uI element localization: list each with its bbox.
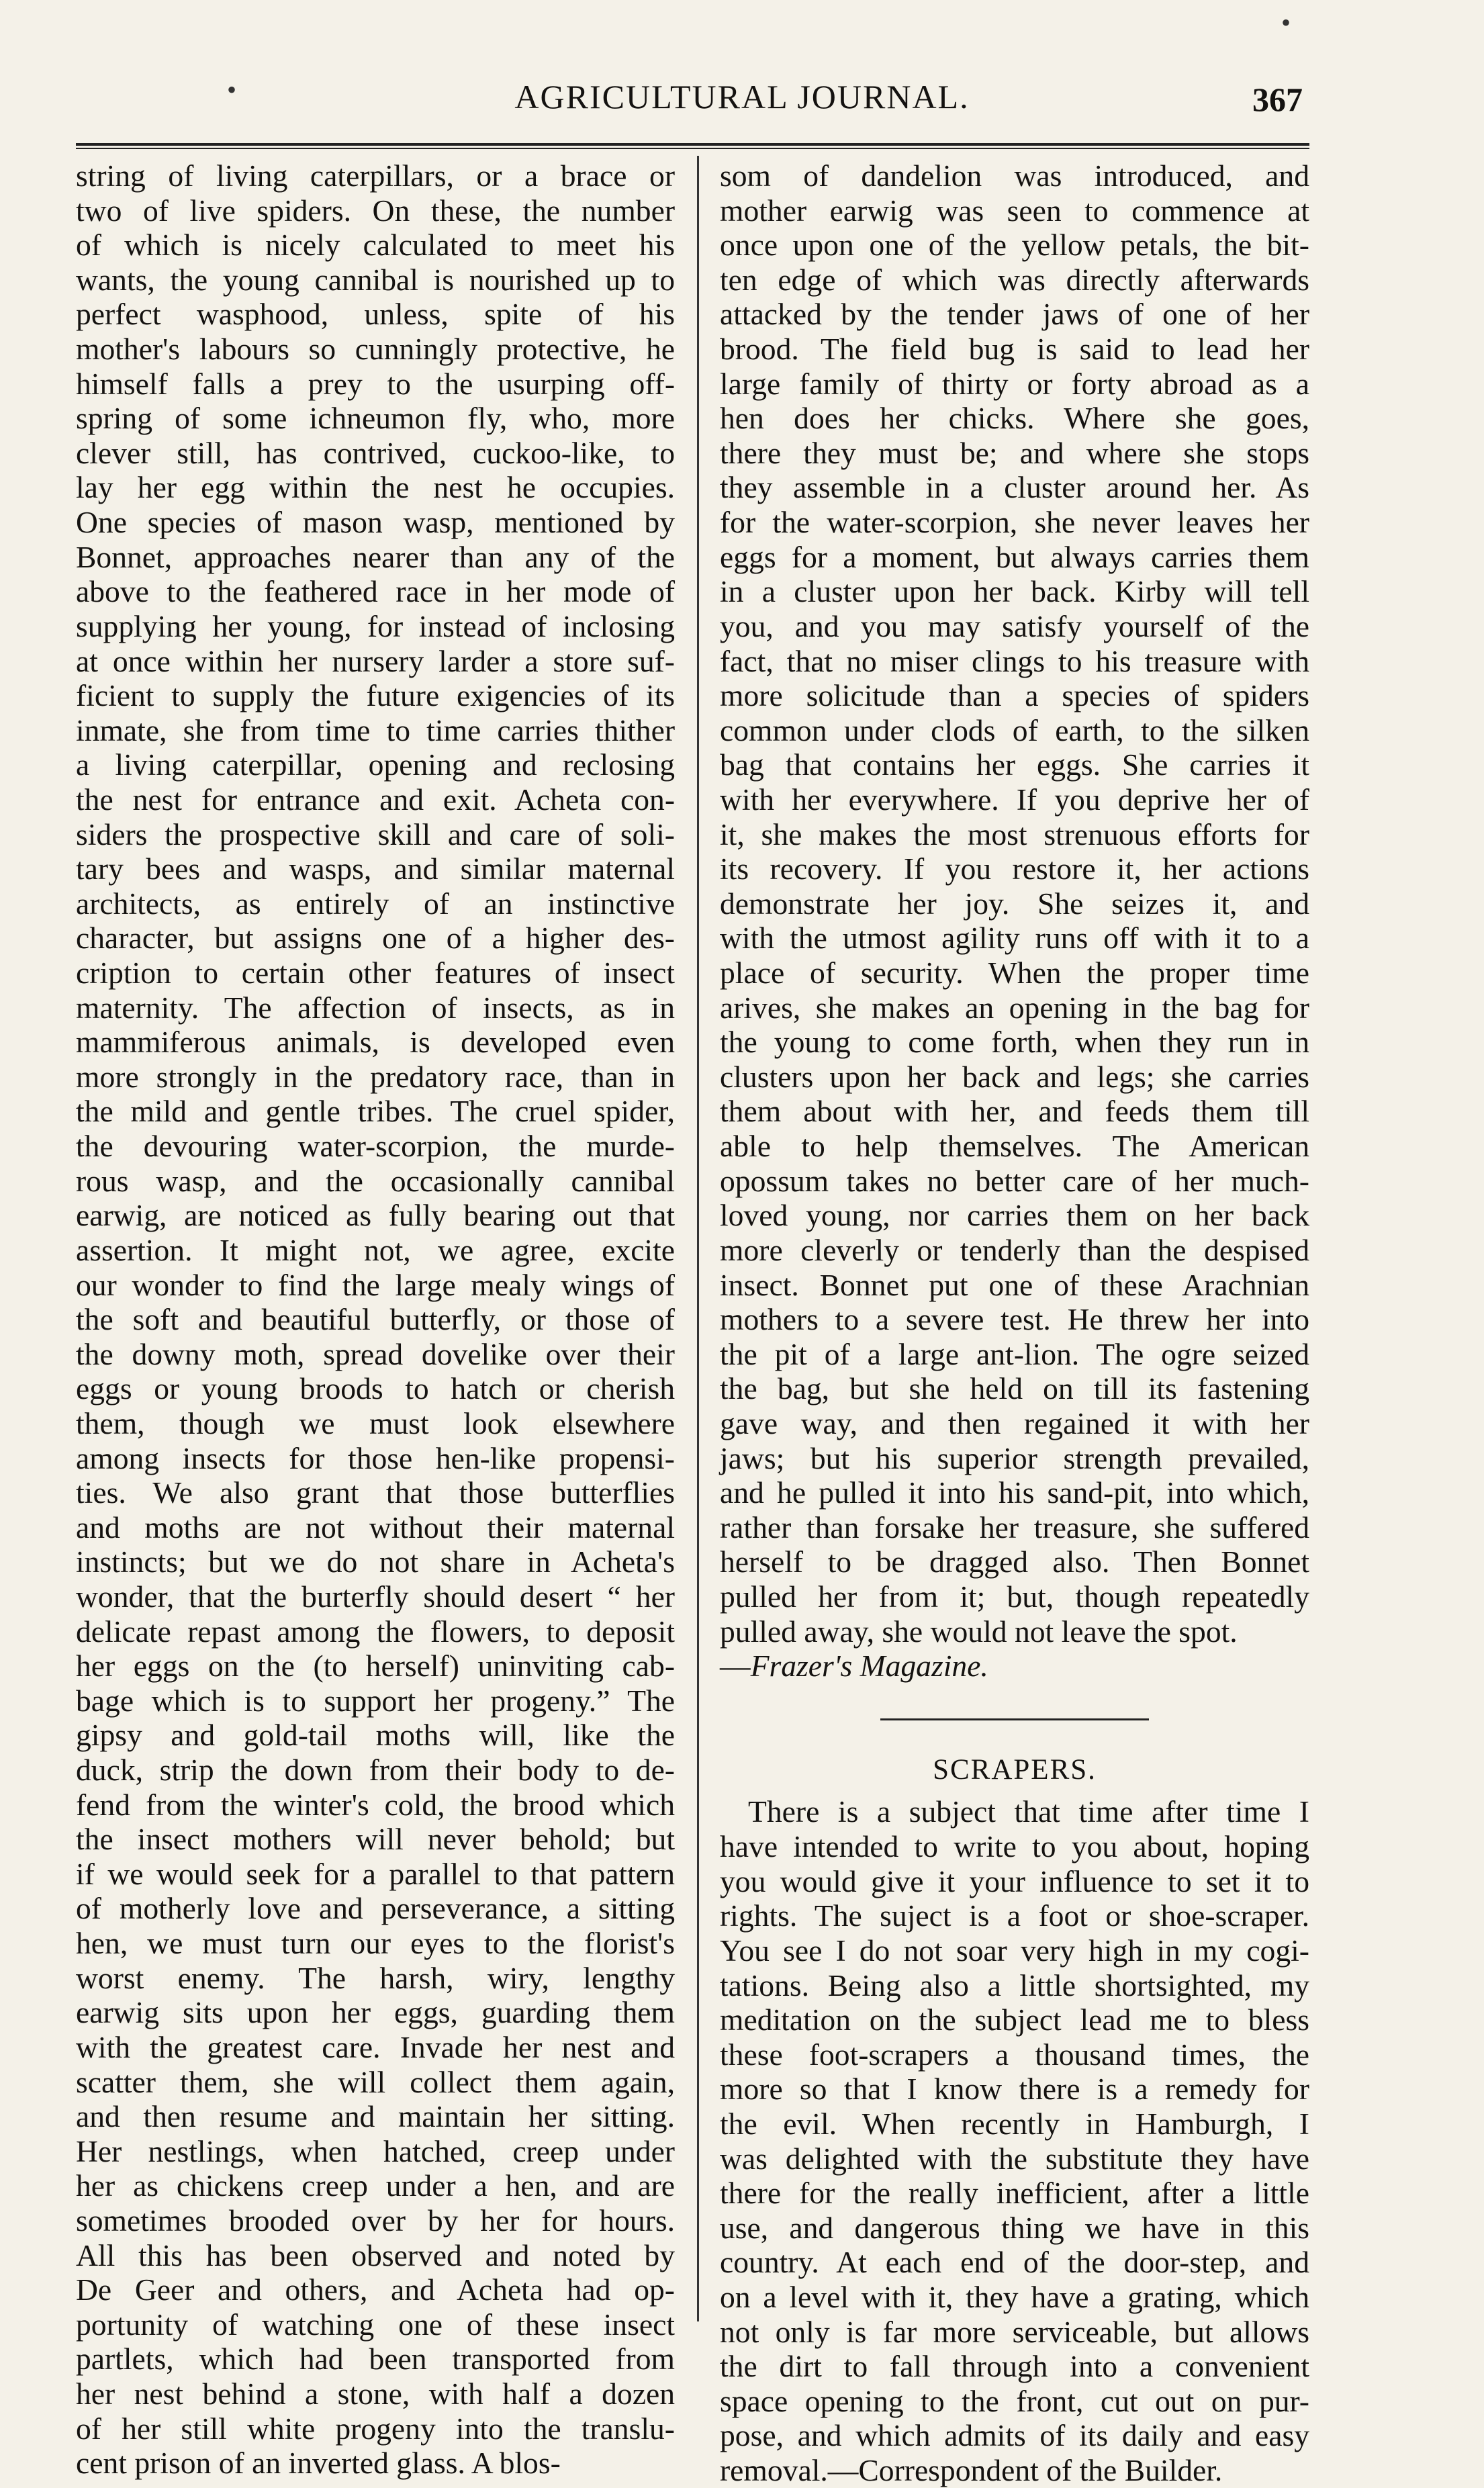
text-line: mammiferous animals, is developed even: [76, 1025, 675, 1060]
text-line: earwig sits upon her eggs, guarding them: [76, 1995, 675, 2030]
text-line: character, but assigns one of a higher des-: [76, 921, 675, 956]
text-line: her nest behind a stone, with half a dozen: [76, 2377, 675, 2411]
text-line: if we would seek for a parallel to that pattern: [76, 1856, 675, 1891]
text-line: insect. Bonnet put one of these Arachnian: [720, 1267, 1309, 1302]
running-header-title: AGRICULTURAL JOURNAL.: [514, 78, 970, 116]
text-line: demonstrate her joy. She seizes it, and: [720, 886, 1309, 921]
print-mark: •: [227, 75, 237, 105]
text-line: removal.—Correspondent of the Builder.: [720, 2453, 1223, 2488]
text-line: in a cluster upon her back. Kirby will tell: [720, 574, 1309, 609]
text-line: on a level with it, they have a grating, which: [720, 2280, 1309, 2315]
text-line: siders the prospective skill and care of soli-: [76, 817, 675, 851]
text-line: pulled away, she would not leave the spot.: [720, 1614, 1238, 1649]
text-line: hen does her chicks. Where she goes,: [720, 401, 1309, 436]
text-line: you would give it your influence to set it to: [720, 1863, 1309, 1898]
text-line: som of dandelion was introduced, and: [720, 158, 1309, 193]
text-line: the devouring water-scorpion, the murde-: [76, 1129, 675, 1164]
text-line: Bonnet, approaches nearer than any of the: [76, 539, 675, 574]
text-line: the evil. When recently in Hamburgh, I: [720, 2106, 1309, 2141]
text-line: for the water-scorpion, she never leaves her: [720, 505, 1309, 540]
text-line: these foot-scrapers a thousand times, the: [720, 2037, 1309, 2072]
text-line: its recovery. If you restore it, her actions: [720, 851, 1309, 886]
text-line: fend from the winter's cold, the brood which: [76, 1787, 675, 1822]
text-line: clever still, has contrived, cuckoo-like, to: [76, 435, 675, 470]
text-line: gave way, and then regained it with her: [720, 1406, 1309, 1440]
text-line: portunity of watching one of these insect: [76, 2307, 675, 2342]
text-line: fact, that no miser clings to his treasure with: [720, 643, 1309, 678]
text-line: able to help themselves. The American: [720, 1129, 1309, 1164]
text-line: There is a subject that time after time I: [748, 1794, 1309, 1829]
scrapers-article-text: [720, 1794, 1309, 2487]
page-number: 367: [1252, 81, 1303, 118]
text-line: opossum takes no better care of her much-: [720, 1163, 1309, 1198]
text-line: partlets, which had been transported from: [76, 2342, 675, 2377]
text-line: instincts; but we do not share in Acheta's: [76, 1545, 675, 1579]
article-text: [76, 158, 675, 2481]
text-line: tations. Being also a little shortsighted, my: [720, 1968, 1309, 2002]
text-line: with the utmost agility runs off with it to a: [720, 921, 1309, 956]
text-line: you, and you may satisfy yourself of the: [720, 608, 1309, 643]
text-line: eggs or young broods to hatch or cherish: [76, 1371, 675, 1406]
text-line: mother's labours so cunningly protective, he: [76, 332, 675, 367]
text-line: once upon one of the yellow petals, the bit-: [720, 228, 1309, 263]
text-line: lay her egg within the nest he occupies.: [76, 470, 675, 505]
section-divider: [880, 1718, 1149, 1720]
text-line: herself to be dragged also. Then Bonnet: [720, 1545, 1309, 1579]
text-line: of motherly love and perseverance, a sitting: [76, 1891, 675, 1926]
text-line: scatter them, she will collect them again,: [76, 2064, 675, 2099]
text-line: at once within her nursery larder a store suf-: [76, 643, 675, 678]
right-column: [720, 158, 1309, 2488]
text-line: space opening to the front, cut out on pur-: [720, 2383, 1309, 2418]
text-line: more strongly in the predatory race, than in: [76, 1059, 675, 1094]
text-line: them about with her, and feeds them till: [720, 1094, 1309, 1129]
text-line: rights. The suject is a foot or shoe-scraper.: [720, 1898, 1309, 1933]
text-line: a living caterpillar, opening and reclosing: [76, 747, 675, 782]
text-line: ties. We also grant that those butterflies: [76, 1475, 675, 1510]
text-line: You see I do not soar very high in my cogi-: [720, 1933, 1309, 1968]
text-line: mothers to a severe test. He threw her into: [720, 1302, 1309, 1337]
text-line: the nest for entrance and exit. Acheta con-: [76, 782, 675, 817]
text-line: brood. The field bug is said to lead her: [720, 332, 1309, 367]
text-line: bag that contains her eggs. She carries it: [720, 747, 1309, 782]
text-line: of her still white progeny into the translu-: [76, 2411, 675, 2446]
left-column: [76, 158, 675, 2481]
text-line: clusters upon her back and legs; she carries: [720, 1059, 1309, 1094]
text-line: delicate repast among the flowers, to deposit: [76, 1614, 675, 1649]
article-text-continued: [720, 158, 1309, 1649]
text-line: supplying her young, for instead of inclosing: [76, 608, 675, 643]
text-line: tary bees and wasps, and similar maternal: [76, 851, 675, 886]
column-divider: [697, 156, 699, 2321]
text-line: there they must be; and where she stops: [720, 435, 1309, 470]
text-line: the bag, but she held on till its fastening: [720, 1371, 1309, 1406]
text-line: them, though we must look elsewhere: [76, 1406, 675, 1440]
text-line: common under clods of earth, to the silken: [720, 712, 1309, 747]
text-line: cription to certain other features of insect: [76, 956, 675, 990]
text-line: worst enemy. The harsh, wiry, lengthy: [76, 1960, 675, 1995]
text-line: her eggs on the (to herself) uninviting cab-: [76, 1649, 675, 1684]
text-line: eggs for a moment, but always carries them: [720, 539, 1309, 574]
text-line: was delighted with the substitute they have: [720, 2141, 1309, 2176]
text-line: attacked by the tender jaws of one of her: [720, 297, 1309, 332]
text-line: earwig, are noticed as fully bearing out that: [76, 1198, 675, 1233]
text-line: and he pulled it into his sand-pit, into which,: [720, 1475, 1309, 1510]
text-line: with the greatest care. Invade her nest and: [76, 2029, 675, 2064]
text-line: Her nestlings, when hatched, creep under: [76, 2133, 675, 2168]
text-line: rous wasp, and the occasionally cannibal: [76, 1163, 675, 1198]
text-line: pulled her from it; but, though repeatedly: [720, 1579, 1309, 1614]
text-line: the young to come forth, when they run in: [720, 1025, 1309, 1060]
text-line: loved young, nor carries them on her back: [720, 1198, 1309, 1233]
text-line: the dirt to fall through into a convenient: [720, 2349, 1309, 2384]
text-line: and then resume and maintain her sitting.: [76, 2099, 675, 2134]
text-line: of which is nicely calculated to meet his: [76, 228, 675, 263]
text-line: spring of some ichneumon fly, who, more: [76, 401, 675, 436]
source-credit: —Frazer's Magazine.: [720, 1649, 988, 1684]
text-line: De Geer and others, and Acheta had op-: [76, 2272, 675, 2307]
text-line: the pit of a large ant-lion. The ogre seized: [720, 1336, 1309, 1371]
text-line: have intended to write to you about, hoping: [720, 1829, 1309, 1864]
text-line: two of live spiders. On these, the number: [76, 193, 675, 228]
text-line: her as chickens creep under a hen, and are: [76, 2168, 675, 2203]
text-line: among insects for those hen-like propensi-: [76, 1440, 675, 1475]
text-line: One species of mason wasp, mentioned by: [76, 505, 675, 540]
text-line: more so that I know there is a remedy for: [720, 2072, 1309, 2107]
text-line: inmate, she from time to time carries thither: [76, 712, 675, 747]
text-line: above to the feathered race in her mode of: [76, 574, 675, 609]
text-line: jaws; but his superior strength prevailed,: [720, 1440, 1309, 1475]
text-line: the soft and beautiful butterfly, or those of: [76, 1302, 675, 1337]
text-line: there for the really inefficient, after a little: [720, 2176, 1309, 2211]
text-line: string of living caterpillars, or a brace or: [76, 158, 675, 193]
text-line: cent prison of an inverted glass. A blos-: [76, 2446, 561, 2481]
text-line: large family of thirty or forty abroad as a: [720, 366, 1309, 401]
text-line: duck, strip the down from their body to de-: [76, 1753, 675, 1788]
text-line: hen, we must turn our eyes to the florist's: [76, 1926, 675, 1961]
text-line: rather than forsake her treasure, she suffered: [720, 1510, 1309, 1545]
print-mark: •: [1281, 7, 1291, 38]
text-line: more solicitude than a species of spiders: [720, 678, 1309, 713]
text-line: ten edge of which was directly afterwards: [720, 262, 1309, 297]
text-line: pose, and which admits of its daily and easy: [720, 2418, 1309, 2453]
text-line: wonder, that the burterfly should desert “ her: [76, 1579, 675, 1614]
text-line: ficient to supply the future exigencies of its: [76, 678, 675, 713]
text-line: more cleverly or tenderly than the despised: [720, 1232, 1309, 1267]
text-line: our wonder to find the large mealy wings of: [76, 1267, 675, 1302]
text-line: use, and dangerous thing we have in this: [720, 2210, 1309, 2245]
text-line: bage which is to support her progeny.” The: [76, 1683, 675, 1718]
section-title: SCRAPERS.: [933, 1753, 1097, 1786]
text-line: it, she makes the most strenuous efforts for: [720, 817, 1309, 851]
text-line: place of security. When the proper time: [720, 956, 1309, 990]
text-line: maternity. The affection of insects, as in: [76, 990, 675, 1025]
text-line: wants, the young cannibal is nourished up to: [76, 262, 675, 297]
text-line: perfect wasphood, unless, spite of his: [76, 297, 675, 332]
text-line: assertion. It might not, we agree, excite: [76, 1232, 675, 1267]
text-line: with her everywhere. If you deprive her of: [720, 782, 1309, 817]
text-line: the insect mothers will never behold; but: [76, 1822, 675, 1857]
header-rule: [76, 148, 1309, 149]
text-line: the downy moth, spread dovelike over their: [76, 1336, 675, 1371]
text-line: All this has been observed and noted by: [76, 2238, 675, 2272]
text-line: and moths are not without their maternal: [76, 1510, 675, 1545]
text-line: sometimes brooded over by her for hours.: [76, 2203, 675, 2238]
text-line: architects, as entirely of an instinctive: [76, 886, 675, 921]
text-line: the mild and gentle tribes. The cruel spider,: [76, 1094, 675, 1129]
text-line: meditation on the subject lead me to bless: [720, 2002, 1309, 2037]
text-line: not only is far more serviceable, but allows: [720, 2314, 1309, 2349]
text-line: arives, she makes an opening in the bag for: [720, 990, 1309, 1025]
text-line: country. At each end of the door-step, and: [720, 2245, 1309, 2280]
text-line: gipsy and gold-tail moths will, like the: [76, 1718, 675, 1753]
header-rule: [76, 143, 1309, 146]
text-line: they assemble in a cluster around her. As: [720, 470, 1309, 505]
text-line: mother earwig was seen to commence at: [720, 193, 1309, 228]
text-line: himself falls a prey to the usurping off-: [76, 366, 675, 401]
